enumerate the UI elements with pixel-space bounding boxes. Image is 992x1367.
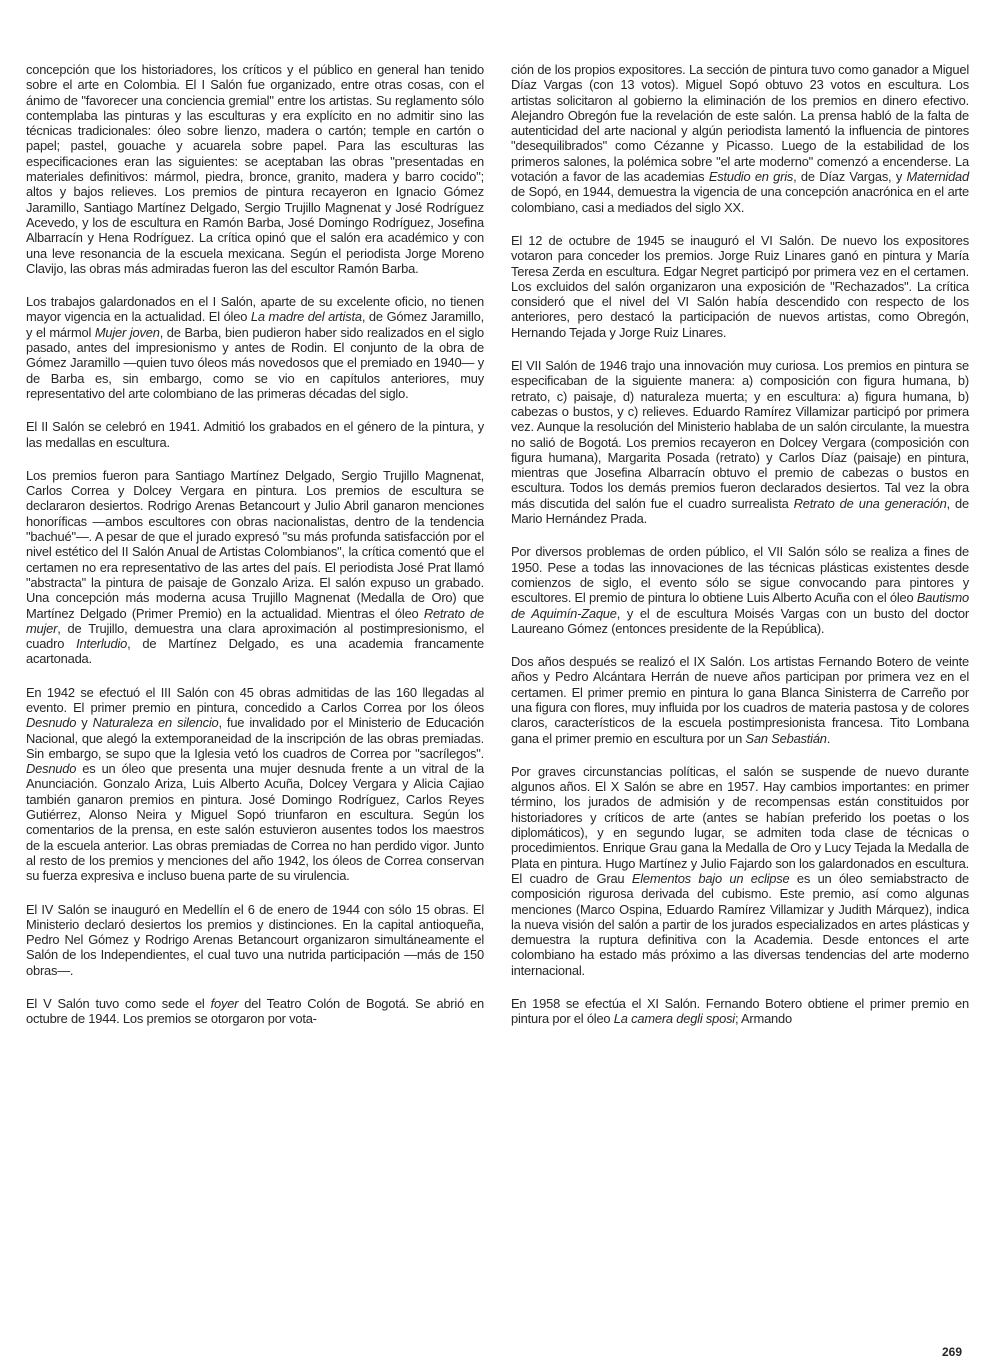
italic-title: San Sebastián [745, 730, 827, 746]
paragraph [511, 996, 969, 1027]
italic-title: La madre del artista [250, 309, 362, 325]
paragraph [511, 62, 969, 215]
text-run: El VII Salón de 1946 trajo una innovación muy curiosa. Los premios en pintura se especificaban de la siguiente manera: a) composición con figura humana, b) retrato, c) paisaje, d) naturaleza muerta; y en escultura: a) figura humana, b) cabezas o bustos, y c) relieves. Eduardo Ramírez Villamizar participó por primera vez. Aunque la resolución del Ministerio hablaba de un salón circulante, la muestra no salió de Bogotá. Los premios recayeron en Dolcey Vergara (composición con figura humana), Margarita Posada (retrato) y Carlos Díaz (paisaje) en pintura, mientras que Josefina Albarracín obtuvo el premio de cabezas o bustos en escultura. Todos los demás premios fueron declarados desiertos. Tal vez la obra más discutida del salón fue el cuadro surrealista [511, 358, 969, 511]
text-run: En 1942 se efectuó el III Salón con 45 obras admitidas de las 160 llegadas al evento. El primer premio en pintura, concedido a Carlos Correa por los óleos [26, 684, 484, 715]
paragraph [511, 764, 969, 978]
italic-title: Desnudo [26, 715, 77, 731]
left-column [26, 62, 484, 1027]
text-run: ción de los propios expositores. La sección de pintura tuvo como ganador a Miguel Díaz Vargas (con 13 votos). Miguel Sopó obtuvo 23 votos en escultura. Los artistas solicitaron al gobierno la eliminación de los premios en dinero efectivo. Alejandro Obregón fue la revelación de este salón. La prensa habló de la falta de autenticidad del arte nacional y algún periodista lamentó la influencia de pintores "desequilibrados" como Cézanne y Picasso. Luego de la estabilidad de los primeros salones, la polémica sobre "el arte moderno" comenzó a encenderse. La votación a favor de las academias [511, 62, 969, 185]
text-run: Por diversos problemas de orden público, el VII Salón sólo se realiza a fines de 1950. Pese a todas las innovaciones de las técnicas plásticas existentes desde comienzos de siglo, el evento sólo se sigue convocando para pintores y escultores. El premio de pintura lo obtiene Luis Alberto Acuña con el óleo [511, 544, 969, 606]
paragraph [511, 544, 969, 636]
paragraph [26, 468, 484, 667]
text-run: ; Armando [734, 1011, 792, 1027]
text-run: El V Salón tuvo como sede el [26, 996, 211, 1012]
text-run: El IV Salón se inauguró en Medellín el 6 de enero de 1944 con sólo 15 obras. El Ministerio declaró desiertos los premios y distinciones. En la capital antioqueña, Pedro Nel Gómez y Rodrigo Arenas Betancourt organizaron simultáneamente el Salón de los Independientes, el cual tuvo una nutrida participación —más de 150 obras—. [26, 901, 484, 978]
text-run: , de Mario Hernández Prada. [511, 495, 969, 527]
text-run: Los premios fueron para Santiago Martínez Delgado, Sergio Trujillo Magnenat, Carlos Correa y Dolcey Vergara en pintura. Los premios de escultura se declararon desiertos. Rodrigo Arenas Betancourt y Julio Abril ganaron menciones honoríficas —ambos escultores con obras nacionalistas, dentro de la tendencia "bachué"—. A pesar de que el jurado expresó "su más profunda satisfacción por el nivel estético del II Salón Anual de Artistas Colombianos", la crítica comentó que el certamen no era representativo de las artes del país. El periodista José Prat llamó "abstracta" la pintura de paisaje de Gonzalo Ariza. El salón expuso un grabado. Una concepción más moderna acusa Trujillo Magnenat (Medalla de Oro) que Martínez Delgado (Primer Premio) en la actualidad. Mientras el óleo [26, 467, 484, 621]
text-run: de Sopó, en 1944, demuestra la vigencia de una concepción anacrónica en el arte colombiano, casi a mediados del siglo XX. [511, 184, 969, 215]
text-run: En 1958 se efectúa el XI Salón. Fernando Botero obtiene el primer premio en pintura por el óleo [511, 996, 969, 1027]
text-run: es un óleo que presenta una mujer desnuda frente a un vitral de la Anunciación. Gonzalo Ariza, Luis Alberto Acuña, Dolcey Vergara y Alicia Cajiao también ganaron premios en pintura. José Domingo Rodríguez, Carlos Reyes Gutiérrez, Alonso Neira y Miguel Sopó triunfaron en escultura. Según los comentarios de la prensa, en este salón estuvieron ausentes todos los maestros de la escuela anterior. Las obras premiadas de Correa no han perdido vigor. Junto al resto de los premios y menciones del año 1942, los óleos de Correa conservan su fuerza expresiva e incluso buena parte de su virulencia. [26, 761, 484, 884]
paragraph [511, 233, 969, 340]
text-run: , de Martínez Delgado, es una academia francamente acartonada. [26, 636, 484, 667]
italic-title: Desnudo [26, 761, 77, 777]
text-run: , y el de escultura Moisés Vargas con un busto del doctor Laureano Gómez (entonces presidente de la República). [511, 605, 969, 636]
italic-title: La camera degli sposi [613, 1011, 735, 1027]
paragraph [26, 685, 484, 884]
paragraph [511, 654, 969, 746]
page-number: 269 [941, 1345, 962, 1359]
paragraph [26, 62, 484, 276]
italic-title: Maternidad [906, 169, 969, 185]
text-run: Por graves circunstancias políticas, el salón se suspende de nuevo durante algunos años. El X Salón se abre en 1957. Hay cambios importantes: en primer término, los jurados de admisión y de recompensas están constituidos por historiadores y críticos de arte (antes se habían preferido los poetas o los diplomáticos), y en segundo lugar, se admiten toda clase de técnicas o procedimientos. Enrique Grau gana la Medalla de Oro y Lucy Tejada la Medalla de Plata en pintura. Hugo Martínez y Julio Fajardo son los galardonados en escultura. El cuadro de Grau [511, 763, 969, 886]
text-run: Los trabajos galardonados en el I Salón, aparte de su excelente oficio, no tienen mayor vigencia en la actualidad. El óleo [26, 294, 484, 325]
text-run: es un óleo semiabstracto de composición rigurosa derivada del cubismo. Este premio, así como algunas menciones (Marco Ospina, Eduardo Ramírez Villamizar y Judith Márquez), indica la nueva visión del salón a partir de los jurados especializados en artes plásticas y demuestra la ruptura definitiva con la Academia. Desde entonces el arte colombiano ha estado más próximo a las diversas tendencias del arte moderno internacional. [511, 870, 969, 978]
paragraph [26, 902, 484, 978]
paragraph [26, 419, 484, 450]
italic-title: Retrato de una generación [793, 495, 947, 511]
text-run: Dos años después se realizó el IX Salón. Los artistas Fernando Botero de veinte años y Pedro Alcántara Herrán de nueve años participan por primera vez en el certamen. El primer premio en pintura lo gana Blanca Sinisterra de Carreño por una figura con flores, muy influida por los cuadros de materia pastosa y de colores claros, característicos de la escuela postimpresionista francesa. Tito Lombana gana el primer premio en escultura por un [511, 654, 969, 746]
paragraph [511, 358, 969, 526]
italic-title: Naturaleza en silencio [92, 715, 219, 731]
text-run: , de Díaz Vargas, y [793, 169, 907, 185]
italic-title: Interludio [76, 636, 128, 652]
text-run: , fue invalidado por el Ministerio de Educación Nacional, que alegó la extemporaneidad de la inscripción de las obras premiadas. Sin embargo, se supo que la Iglesia vetó los cuadros de Correa por "sacrílegos". [26, 715, 484, 761]
text-run: . [826, 730, 831, 746]
text-run: del Teatro Colón de Bogotá. Se abrió en octubre de 1944. Los premios se otorgaron por vota- [26, 996, 484, 1027]
text-run: , de Trujillo, demuestra una clara aproximación al postimpresionismo, el cuadro [26, 620, 484, 652]
paragraph [26, 294, 484, 401]
paragraph [26, 996, 484, 1027]
italic-title: Bautismo de Aquimín-Zaque [511, 590, 969, 621]
italic-title: Estudio en gris [708, 169, 794, 185]
text-run: , de Barba, bien pudieron haber sido realizados en el siglo pasado, antes del impresionismo y antes de Rodin. El conjunto de la obra de Gómez Jaramillo —quien tuvo óleos más novedosos que el premiado en 1940— y de Barba es, sin embargo, como se vio en capítulos anteriores, muy representativo del arte colombiano de las primeras décadas del siglo. [26, 324, 485, 401]
italic-title: Elementos bajo un eclipse [631, 870, 790, 886]
italic-title: Mujer joven [94, 324, 160, 340]
italic-title: Retrato de mujer [26, 605, 484, 636]
text-run: , de Gómez Jaramillo, y el mármol [26, 309, 484, 340]
right-column [511, 62, 969, 1027]
text-run: El 12 de octubre de 1945 se inauguró el VI Salón. De nuevo los expositores votaron para conceder los premios. Jorge Ruiz Linares ganó en pintura y María Teresa Zerda en escultura. Edgar Negret participó por primera vez en el certamen. Los excluidos del salón organizaron una exposición de "Rechazados". La crítica consideró que el nivel del VI Salón había descendido con respecto de los anteriores, pero destacó la participación de nuevos artistas, como Obregón, Hernando Tejada y Jorge Ruiz Linares. [511, 232, 969, 340]
text-run: concepción que los historiadores, los críticos y el público en general han tenido sobre el arte en Colombia. El I Salón fue organizado, entre otras cosas, con el ánimo de "favorecer una conciencia gremial" entre los artistas. Su reglamento sólo contemplaba las pinturas y las esculturas y era explícito en no admitir sino las técnicas tradicionales: óleo sobre lienzo, madera o cartón; temple en cartón o papel; pastel, gouache y acuarela sobre papel. Para las esculturas las especificaciones eran las siguientes: se aceptaban las obras "presentadas en materiales definitivos: mármol, piedra, bronce, granito, madera y barro cocido"; altos y bajos relieves. Los premios de pintura recayeron en Ignacio Gómez Jaramillo, Santiago Martínez Delgado, Sergio Trujillo Magnenat y José Rodríguez Acevedo, y los de escultura en Ramón Barba, José Domingo Rodríguez, Josefina Albarracín y Hena Rodríguez. La crítica opinó que el salón era académico y con una leve resonancia de la escuela mexicana. Según el periodista Jorge Moreno Clavijo, las obras más admiradas fueron las del escultor Ramón Barba. [26, 62, 484, 276]
text-run: El II Salón se celebró en 1941. Admitió los grabados en el género de la pintura, y las medallas en escultura. [26, 419, 484, 450]
italic-title: foyer [210, 996, 239, 1012]
text-run: y [76, 715, 93, 731]
